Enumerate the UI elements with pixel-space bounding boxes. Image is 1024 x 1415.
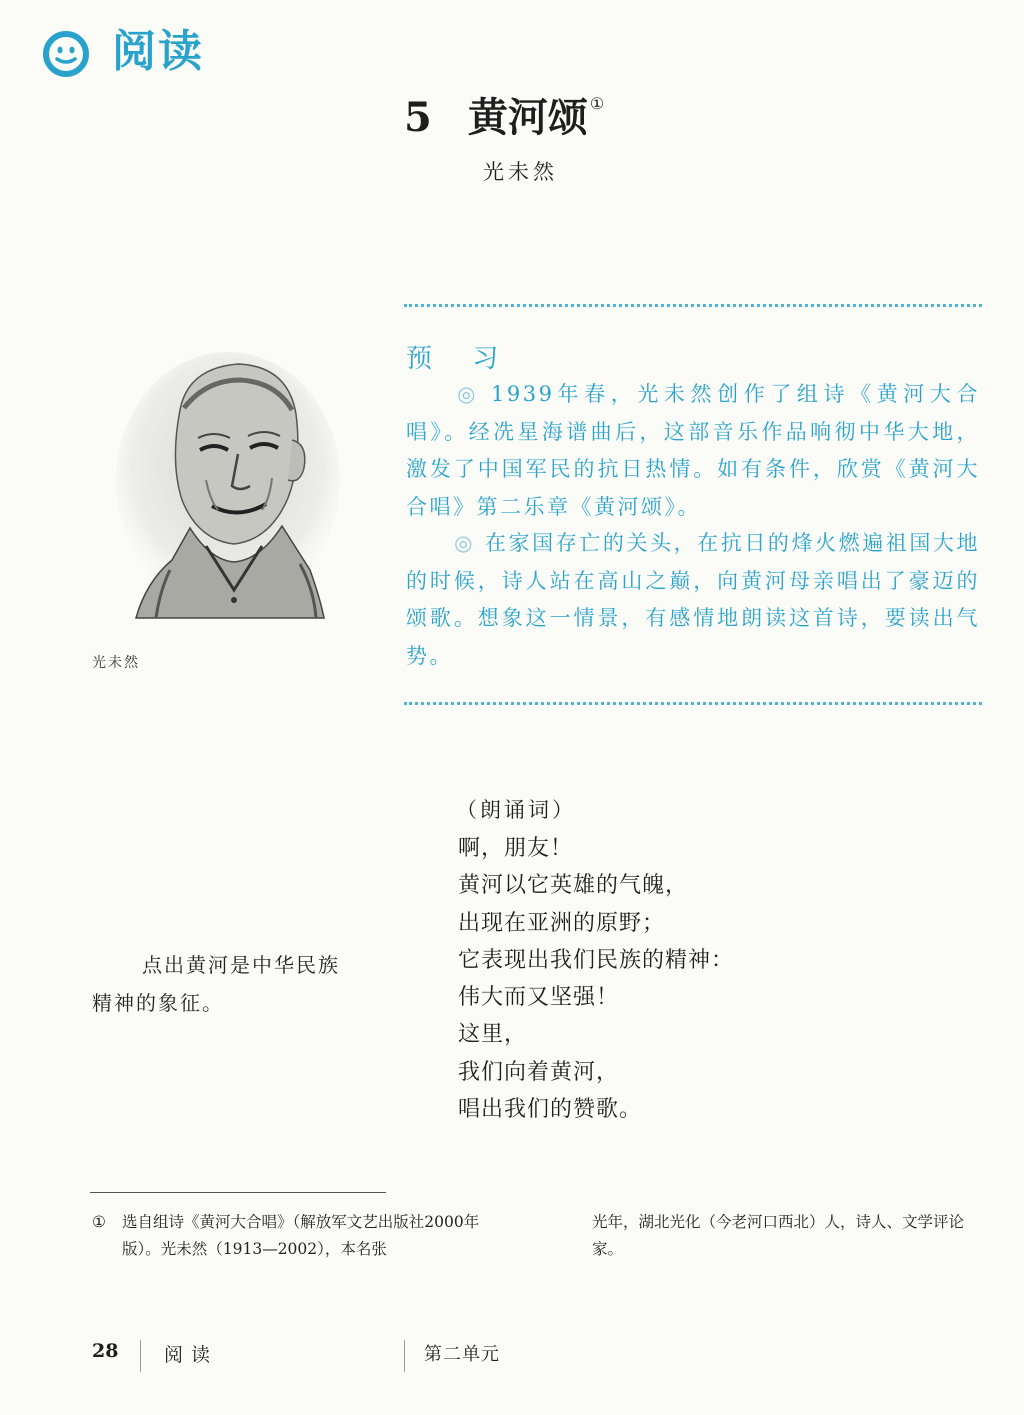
lesson-title [404, 78, 604, 144]
bullet-icon: ◎ [454, 382, 482, 406]
side-annotation [92, 946, 340, 1022]
poem-line: 唱出我们的赞歌。 [458, 1097, 643, 1123]
preview-paragraph [406, 525, 980, 675]
lesson-title-text: 黄河颂 [467, 94, 588, 141]
preview-top-divider [404, 304, 982, 307]
footer-divider [404, 1340, 405, 1372]
poem-line: 我们向着黄河， [458, 1059, 620, 1085]
footer-section-name: 阅读 [164, 1344, 219, 1366]
footnote-ref-mark: ① [589, 94, 605, 113]
bullet-icon: ◎ [454, 531, 475, 555]
footnote-text-right: 光年，湖北光化（今老河口西北）人，诗人、文学评论家。 [592, 1213, 965, 1258]
poem-body [458, 830, 734, 1128]
author-name: 光未然 [483, 160, 558, 184]
footnote-text-left: 选自组诗《黄河大合唱》（解放军文艺出版社2000年版）。光未然（1913—2002），本名张 [122, 1213, 480, 1258]
poem-line: 这里， [458, 1022, 528, 1048]
smiley-face-icon [42, 30, 90, 78]
preview-paragraph-text: 在家国存亡的关头，在抗日的烽火燃遍祖国大地的时候，诗人站在高山之巅，向黄河母亲唱出了豪迈的颂歌。想象这一情景，有感情地朗读这首诗，要读出气势。 [406, 531, 981, 668]
footer-divider [140, 1340, 141, 1372]
poem-line: 它表现出我们民族的精神： [458, 947, 735, 973]
poem-line: 出现在亚洲的原野； [458, 910, 666, 936]
poem-label: （朗诵词） [456, 798, 576, 822]
lesson-number: 5 [404, 94, 432, 141]
poem-line: 啊，朋友！ [458, 836, 574, 861]
footnote-mark: ① [92, 1213, 106, 1231]
poem-line: 伟大而又坚强！ [458, 985, 620, 1011]
author-portrait-image [110, 350, 340, 620]
portrait-caption: 光未然 [92, 655, 140, 671]
footer-unit-name: 第二单元 [424, 1344, 500, 1365]
section-title: 阅读 [112, 26, 204, 77]
page-number: 28 [92, 1340, 119, 1362]
poem-line: 黄河以它英雄的气魄， [458, 873, 689, 899]
side-annotation-text: 点出黄河是中华民族精神的象征。 [92, 953, 340, 1015]
preview-paragraph-text: 1939年春，光未然创作了组诗《黄河大合唱》。经冼星海谱曲后，这部音乐作品响彻中华大地，激发了中国军民的抗日热情。如有条件，欣赏《黄河大合唱》第二乐章《黄河颂》。 [406, 382, 980, 519]
footnote-rule [90, 1192, 386, 1193]
preview-paragraph [406, 376, 980, 526]
preview-bottom-divider [404, 702, 982, 705]
preview-heading: 预 习 [406, 344, 515, 374]
